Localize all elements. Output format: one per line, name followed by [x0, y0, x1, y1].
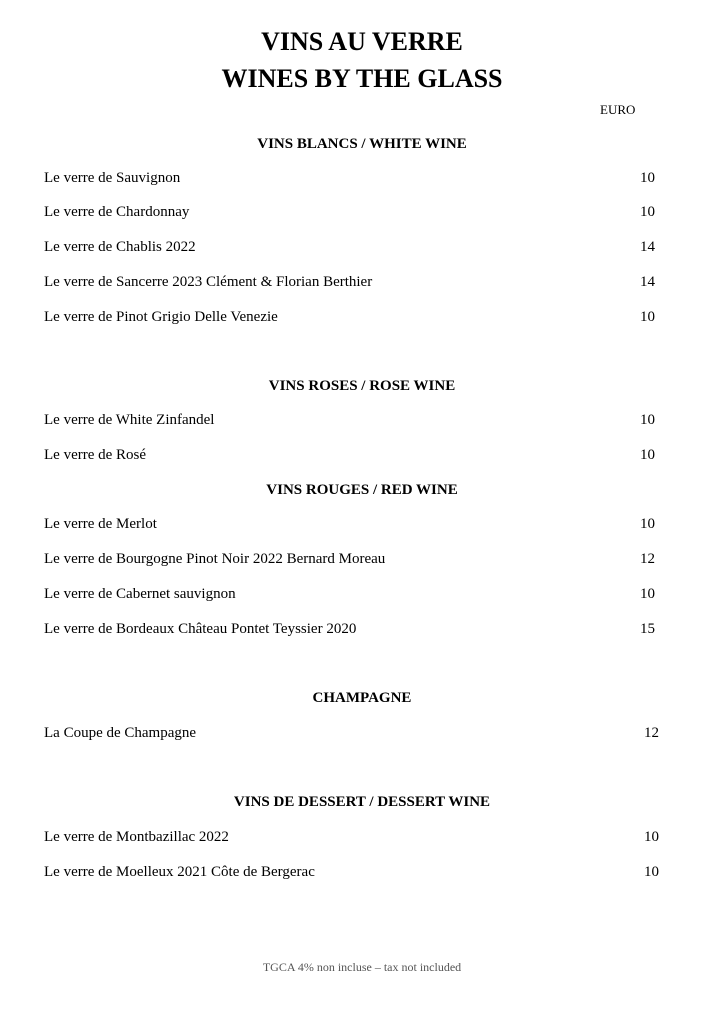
menu-item-name: Le verre de Merlot [44, 516, 157, 532]
menu-item-name: La Coupe de Champagne [44, 725, 197, 741]
menu-item-price: 10 [640, 309, 655, 325]
menu-item-row [44, 306, 655, 328]
menu-item-name: Le verre de Sancerre 2023 Clément & Florian Berthier [44, 274, 373, 290]
menu-item-name: Le verre de Rosé [44, 447, 147, 463]
menu-item-row [44, 271, 655, 293]
menu-item-row [44, 236, 655, 258]
menu-item-name: Le verre de Cabernet sauvignon [44, 586, 236, 602]
menu-item-row [44, 618, 655, 640]
menu-item-name: Le verre de Moelleux 2021 Côte de Bergerac [44, 864, 315, 880]
menu-item-row [44, 548, 655, 570]
menu-item-name: Le verre de Pinot Grigio Delle Venezie [44, 309, 278, 325]
menu-item-row [44, 583, 655, 605]
menu-item-row [44, 409, 655, 431]
menu-title-french: VINS AU VERRE [261, 27, 463, 56]
menu-item-price: 10 [644, 829, 659, 845]
menu-item-name: Le verre de Bordeaux Château Pontet Teyssier 2020 [44, 621, 357, 637]
menu-item-price: 10 [640, 586, 655, 602]
section-heading-dessert-wine: VINS DE DESSERT / DESSERT WINE [233, 794, 491, 810]
menu-item-price: 10 [640, 412, 655, 428]
menu-item-price: 10 [640, 447, 655, 463]
menu-item-price: 12 [644, 725, 659, 741]
section-heading-white-wine: VINS BLANCS / WHITE WINE [257, 136, 467, 152]
menu-item-row [44, 861, 659, 883]
menu-item-row [44, 201, 655, 223]
menu-item-row [44, 513, 655, 535]
menu-item-price: 12 [640, 551, 655, 567]
menu-item-row [44, 826, 659, 848]
menu-item-price: 10 [640, 516, 655, 532]
section-heading-champagne: CHAMPAGNE [312, 690, 412, 706]
currency-label: EURO [600, 102, 636, 117]
menu-item-name: Le verre de Chablis 2022 [44, 239, 196, 255]
menu-item-row [44, 167, 655, 189]
menu-item-name: Le verre de White Zinfandel [44, 412, 215, 428]
menu-item-row [44, 722, 659, 744]
menu-item-name: Le verre de Chardonnay [44, 204, 190, 220]
menu-item-price: 10 [640, 204, 655, 220]
menu-item-name: Le verre de Bourgogne Pinot Noir 2022 Bernard Moreau [44, 551, 386, 567]
menu-item-row [44, 444, 655, 466]
tax-note: TGCA 4% non incluse – tax not included [262, 960, 462, 974]
menu-item-name: Le verre de Sauvignon [44, 170, 181, 186]
menu-item-name: Le verre de Montbazillac 2022 [44, 829, 229, 845]
section-heading-red-wine: VINS ROUGES / RED WINE [266, 482, 458, 498]
menu-item-price: 15 [640, 621, 655, 637]
menu-item-price: 14 [640, 274, 655, 290]
menu-title-english: WINES BY THE GLASS [221, 64, 503, 93]
menu-item-price: 10 [644, 864, 659, 880]
menu-item-price: 10 [640, 170, 655, 186]
menu-item-price: 14 [640, 239, 655, 255]
section-heading-rose-wine: VINS ROSES / ROSE WINE [268, 378, 456, 394]
